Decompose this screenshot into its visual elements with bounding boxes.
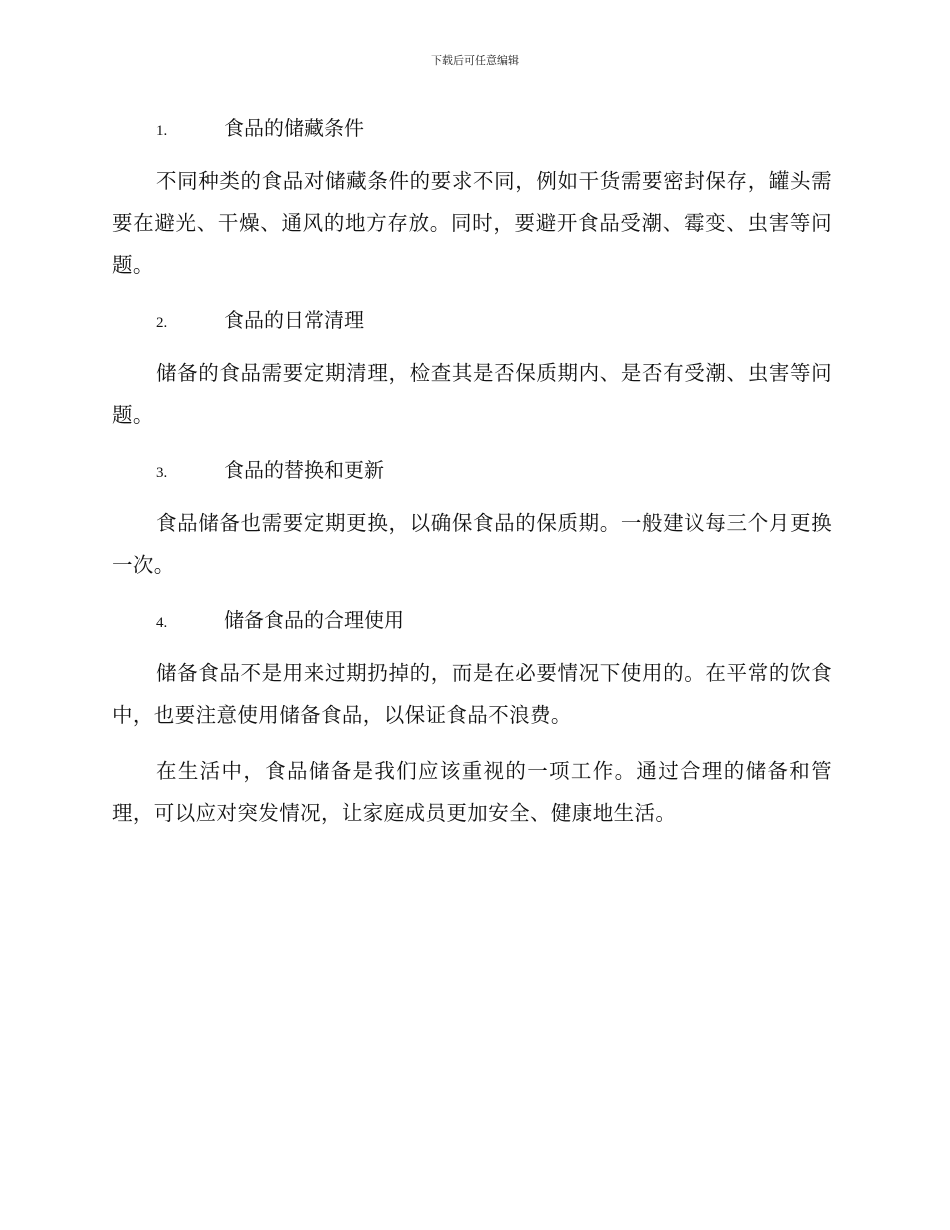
document-body bbox=[112, 108, 832, 834]
section-paragraph-4: 储备食品不是用来过期扔掉的，而是在必要情况下使用的。在平常的饮食中，也要注意使用储备食品，以保证食品不浪费。 bbox=[112, 661, 832, 727]
section-title: 食品的储藏条件 bbox=[224, 116, 364, 140]
conclusion-paragraph: 在生活中，食品储备是我们应该重视的一项工作。通过合理的储备和管理，可以应对突发情况，让家庭成员更加安全、健康地生活。 bbox=[112, 759, 832, 825]
section-heading-3 bbox=[156, 450, 832, 490]
section-paragraph-1: 不同种类的食品对储藏条件的要求不同，例如干货需要密封保存，罐头需要在避光、干燥、通风的地方存放。同时，要避开食品受潮、霉变、虫害等问题。 bbox=[112, 169, 832, 277]
section-title: 储备食品的合理使用 bbox=[224, 608, 404, 632]
section-title: 食品的替换和更新 bbox=[224, 458, 384, 482]
section-number: 1. bbox=[156, 123, 168, 139]
section-number: 2. bbox=[156, 315, 168, 331]
section-paragraph-3: 食品储备也需要定期更换，以确保食品的保质期。一般建议每三个月更换一次。 bbox=[112, 511, 832, 577]
section-paragraph-2: 储备的食品需要定期清理，检查其是否保质期内、是否有受潮、虫害等问题。 bbox=[112, 361, 832, 427]
section-title: 食品的日常清理 bbox=[224, 308, 364, 332]
section-number: 4. bbox=[156, 615, 168, 631]
section-heading-2 bbox=[156, 300, 832, 340]
section-number: 3. bbox=[156, 465, 168, 481]
page-header-note: 下载后可任意编辑 bbox=[431, 54, 519, 67]
section-heading-4 bbox=[156, 600, 832, 640]
section-heading-1 bbox=[156, 108, 832, 148]
